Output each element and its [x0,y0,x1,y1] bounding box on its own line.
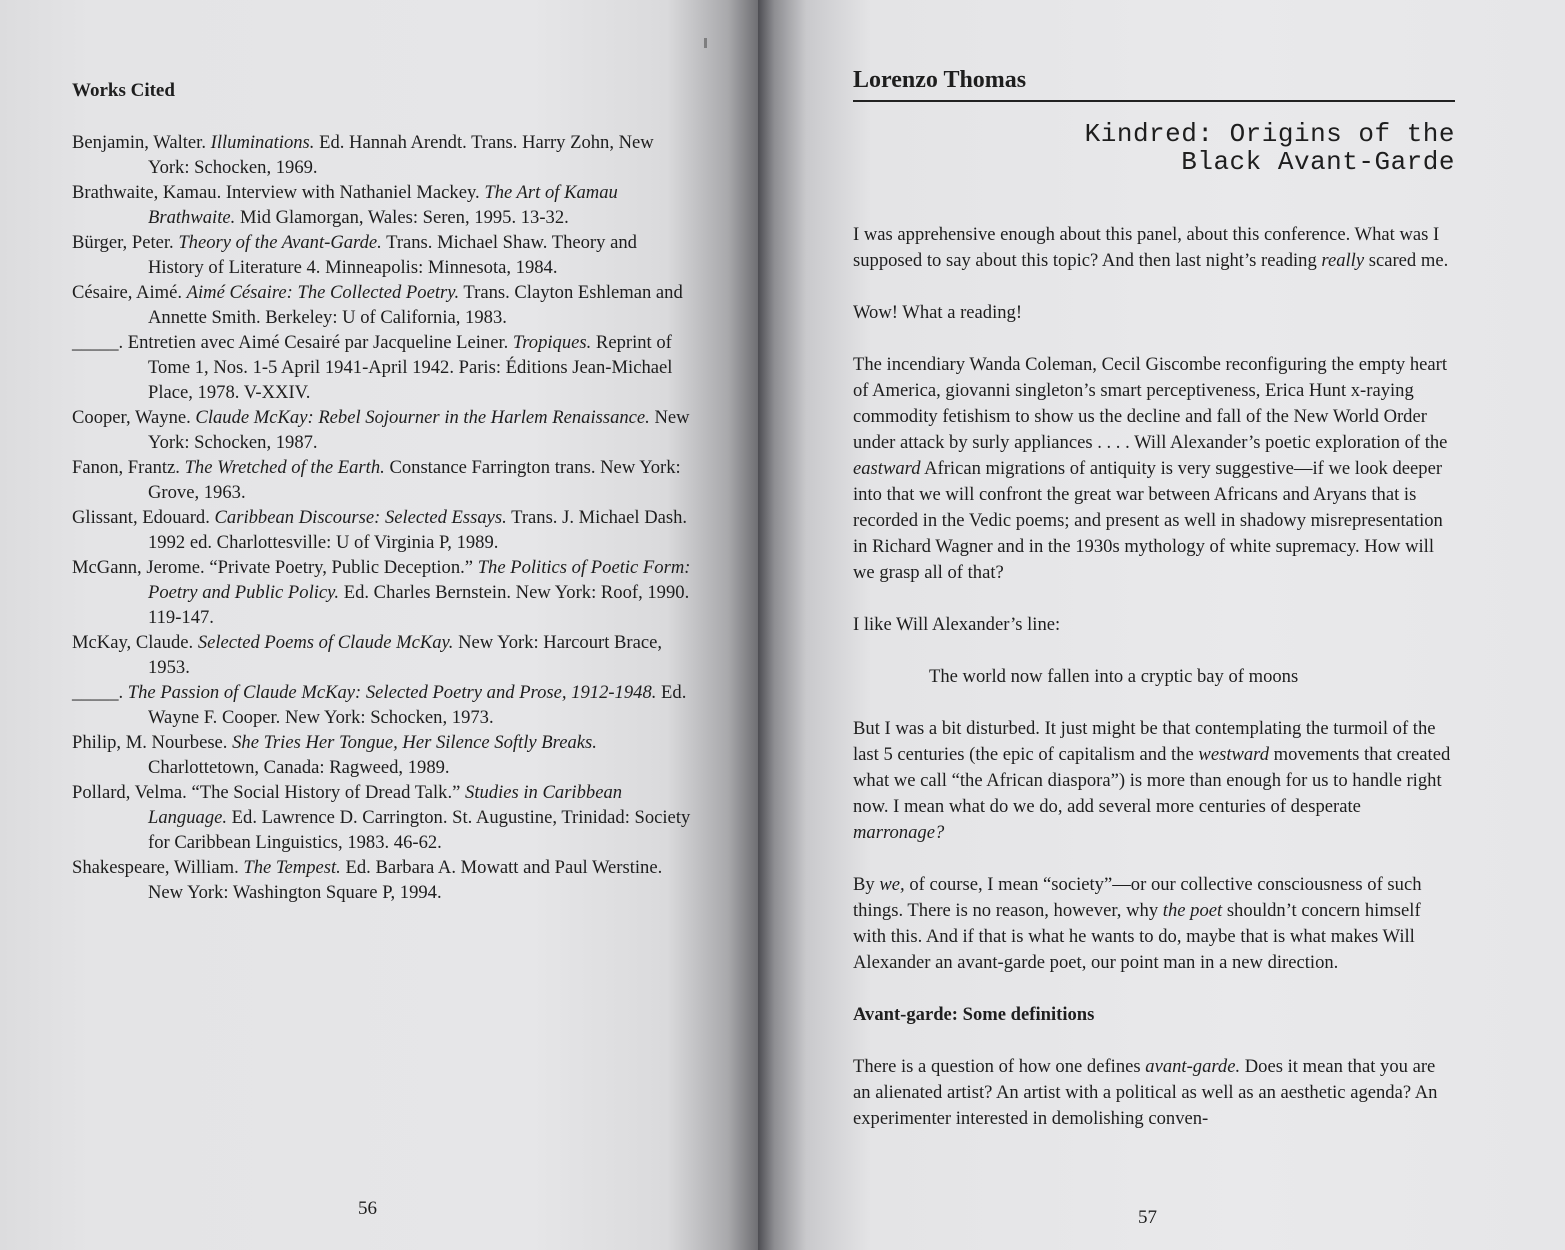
page-number-right: 57 [1138,1207,1157,1228]
poem-quote: The world now fallen into a cryptic bay of moons [929,666,1299,687]
paragraph-1: I was apprehensive enough about this panel, about this conference. What was I supposed to say about this topic? And then last night’s reading really scared me. [853,224,1449,271]
citation-entry: _____. The Passion of Claude McKay: Selected Poetry and Prose, 1912-1948. Ed. Wayne F. Cooper. New York: Schocken, 1973. [72,682,687,728]
citation-entry: Philip, M. Nourbese. She Tries Her Tongue, Her Silence Softly Breaks. Charlottetown, Canada: Ragweed, 1989. [72,732,597,778]
citation-entry: McKay, Claude. Selected Poems of Claude McKay. New York: Harcourt Brace, 1953. [72,632,663,678]
citation-entry: Cooper, Wayne. Claude McKay: Rebel Sojourner in the Harlem Renaissance. New York: Schocken, 1987. [72,407,690,453]
citation-entry: Pollard, Velma. “The Social History of Dread Talk.” Studies in Caribbean Language. Ed. Lawrence D. Carrington. St. Augustine, Trinidad: Society for Caribbean Linguistics, 1983. 46-62. [72,782,691,853]
citation-entry: _____. Entretien avec Aimé Cesairé par Jacqueline Leiner. Tropiques. Reprint of Tome 1, Nos. 1-5 April 1941-April 1942. Paris: Éditions Jean-Michael Place, 1978. V-XXIV. [72,332,673,403]
section-subheading: Avant-garde: Some definitions [853,1004,1095,1025]
essay-title [853,120,1455,176]
paragraph-3: The incendiary Wanda Coleman, Cecil Giscombe reconfiguring the empty heart of America, giovanni singleton’s smart perceptiveness, Erica Hunt x-raying commodity fetishism to show us the decline and fall of the New World Order under attack by surly appliances . . . . Will Alexander’s poetic exploration of the eastward African migrations of antiquity is very suggestive—if we look deeper into that we will confront the great war between Africans and Aryans that is recorded in the Vedic poems; and present as well in shadowy misrepresentation in Richard Wagner and in the 1930s mythology of white supremacy. How will we grasp all of that? [853,354,1448,583]
citation-entry: Shakespeare, William. The Tempest. Ed. Barbara A. Mowatt and Paul Werstine. New York: Washington Square P, 1994. [72,857,663,903]
right-page [758,0,1565,1250]
works-cited-heading: Works Cited [72,80,175,101]
citation-entry: McGann, Jerome. “Private Poetry, Public Deception.” The Politics of Poetic Form: Poetry and Public Policy. Ed. Charles Bernstein. New York: Roof, 1990. 119-147. [72,557,691,628]
left-page [0,0,758,1250]
paragraph-4: I like Will Alexander’s line: [853,614,1061,635]
citation-entry: Brathwaite, Kamau. Interview with Nathaniel Mackey. The Art of Kamau Brathwaite. Mid Glamorgan, Wales: Seren, 1995. 13-32. [72,182,618,228]
paragraph-6: By we, of course, I mean “society”—or our collective consciousness of such things. There is no reason, however, why the poet shouldn’t concern himself with this. And if that is what he wants to do, maybe that is what makes Will Alexander an avant-garde poet, our point man in a new direction. [853,874,1422,973]
paragraph-5: But I was a bit disturbed. It just might be that contemplating the turmoil of the last 5 centuries (the epic of capitalism and the westward movements that created what we call “the African diaspora”) is more than enough for us to handle right now. I mean what do we do, add several more centuries of desperate marronage? [853,718,1451,843]
essay-title-line-1: Kindred: Origins of the [1084,119,1455,149]
essay-section [853,64,1455,1132]
works-cited-section [72,78,692,905]
citation-entry: Benjamin, Walter. Illuminations. Ed. Hannah Arendt. Trans. Harry Zohn, New York: Schocken, 1969. [72,132,654,178]
citation-entry: Bürger, Peter. Theory of the Avant-Garde. Trans. Michael Shaw. Theory and History of Literature 4. Minneapolis: Minnesota, 1984. [72,232,637,278]
citation-entry: Fanon, Frantz. The Wretched of the Earth. Constance Farrington trans. New York: Grove, 1963. [72,457,681,503]
essay-title-line-2: Black Avant-Garde [1181,147,1455,177]
paragraph-2: Wow! What a reading! [853,302,1023,323]
author-name: Lorenzo Thomas [853,64,1455,102]
citation-list [72,130,692,905]
citation-entry: Césaire, Aimé. Aimé Césaire: The Collected Poetry. Trans. Clayton Eshleman and Annette Smith. Berkeley: U of California, 1983. [72,282,683,328]
citation-entry: Glissant, Edouard. Caribbean Discourse: Selected Essays. Trans. J. Michael Dash. 1992 ed. Charlottesville: U of Virginia P, 1989. [72,507,688,553]
paragraph-7: There is a question of how one defines avant-garde. Does it mean that you are an alienated artist? An artist with a political as well as an aesthetic agenda? An experimenter interested in demolishing conven- [853,1056,1438,1129]
page-number-left: 56 [358,1198,377,1219]
spine-mark [704,38,707,48]
